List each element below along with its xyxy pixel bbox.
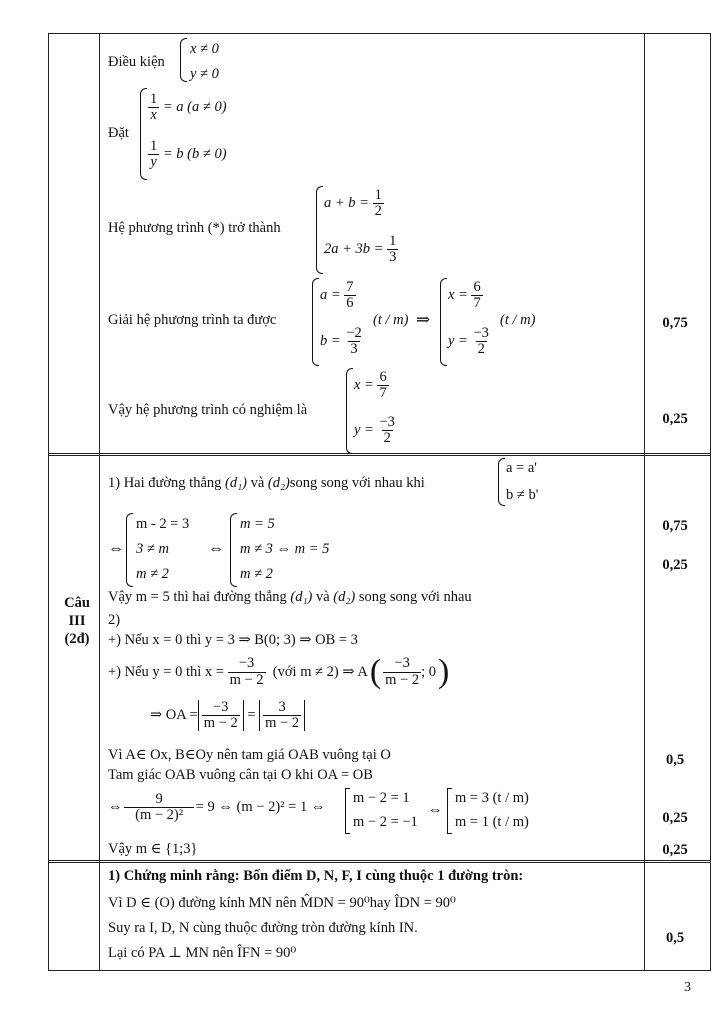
table-border-right bbox=[710, 33, 711, 971]
parallel-condition-brace bbox=[498, 458, 505, 506]
equiv-arrow-2: ⇔ bbox=[208, 540, 224, 557]
question-number: III bbox=[68, 613, 86, 629]
solve-brace-ab bbox=[312, 278, 319, 366]
score-0-75-b: 0,75 bbox=[662, 518, 688, 534]
part1-statement: 1) Hai đường thẳng (d₁) và (d₂)song song với nhau khi bbox=[108, 475, 425, 491]
answer-table bbox=[48, 33, 711, 971]
part2-conclusion: Vậy m ∈ {1;3} bbox=[108, 841, 198, 857]
solve-x-value: x = $\frac{6}{7}$ bbox=[448, 279, 481, 312]
row-divider-1 bbox=[48, 453, 711, 456]
solve-label: Giải hệ phương trình ta được bbox=[108, 312, 277, 328]
system2-line1: m = 5 bbox=[240, 516, 275, 532]
parallel-cond-b: b ≠ b' bbox=[506, 487, 539, 503]
equiv-arrow-1: ⇔ bbox=[108, 540, 124, 557]
system1-line1: m - 2 = 3 bbox=[136, 516, 190, 532]
substitution-brace bbox=[140, 88, 147, 180]
score-0-25-a: 0,25 bbox=[662, 411, 688, 427]
bracket1-line1: m − 2 = 1 bbox=[353, 790, 410, 806]
implies-arrow: ⇒ bbox=[416, 310, 431, 329]
system2-line3: m ≠ 2 bbox=[240, 566, 273, 582]
system-eq-2: 2a + 3b = $\frac{1}{3}$ bbox=[324, 233, 397, 266]
solve-tm-2: (t / m) bbox=[500, 312, 536, 328]
score-0-25-b: 0,25 bbox=[662, 557, 688, 573]
system1-line3: m ≠ 2 bbox=[136, 566, 169, 582]
score-0-75-a: 0,75 bbox=[662, 315, 688, 331]
part3-line-1: Vì D ∈ (O) đường kính MN nên M̂DN = 90⁰hay ÎDN = 90⁰ bbox=[108, 895, 456, 911]
system2-brace bbox=[230, 513, 237, 587]
equiv-arrow-3: ⇔ bbox=[428, 802, 443, 818]
substitution-a: $\frac{1}{x}$ = a (a ≠ 0) bbox=[150, 91, 227, 124]
part2-label: 2) bbox=[108, 612, 121, 628]
question-points: (2đ) bbox=[64, 631, 90, 647]
oa-expression: ⇒ OA = $\frac{-3}{m - 2}$ = $\frac{3}{m - 2}$ bbox=[150, 700, 305, 731]
page-number: 3 bbox=[684, 980, 691, 995]
equation-9: ⇔ $\frac{9}{\text{(m − 2)²}}$ = 9 ⇔ (m − 2)² = 1 ⇔ bbox=[108, 791, 326, 824]
system2-line2: m ≠ 3 ⇔ m = 5 bbox=[240, 541, 330, 557]
part3-line-2: Suy ra I, D, N cùng thuộc đường tròn đường kính IN. bbox=[108, 920, 418, 936]
condition-label: Điều kiện bbox=[108, 54, 165, 70]
part2-line-b: +) Nếu x = 0 thì y = 3 ⇒ B(0; 3) ⇒ OB = 3 bbox=[108, 632, 358, 648]
conclusion-y: y = $\frac{-3}{2}$ bbox=[354, 414, 395, 447]
condition-y: y ≠ 0 bbox=[190, 66, 219, 82]
solve-tm-1: (t / m) bbox=[373, 312, 409, 328]
part2-line-a: +) Nếu y = 0 thì x = $\frac{-3}{m - 2}$ (với m ≠ 2) ⇒ A ( $\frac{-3}{m - 2}$ ; 0 ) bbox=[108, 653, 450, 690]
table-border-top bbox=[48, 33, 711, 34]
bracket2-line2: m = 1 (t / m) bbox=[455, 814, 529, 830]
conclusion-brace bbox=[346, 368, 353, 454]
solve-y-value: y = $\frac{-3}{2}$ bbox=[448, 325, 489, 358]
solve-brace-xy bbox=[440, 278, 447, 366]
right-triangle-statement: Vì A∈ Ox, B∈Oy nên tam giá OAB vuông tại O bbox=[108, 747, 391, 763]
row-divider-2 bbox=[48, 860, 711, 863]
part3-title: 1) Chứng minh rằng: Bốn điểm D, N, F, I cùng thuộc 1 đường tròn: bbox=[108, 868, 524, 884]
score-0-25-d: 0,25 bbox=[662, 842, 688, 858]
condition-brace bbox=[180, 38, 187, 82]
table-col-divider-2 bbox=[644, 33, 645, 971]
condition-x: x ≠ 0 bbox=[190, 41, 219, 57]
system1-brace bbox=[126, 513, 133, 587]
system1-line2: 3 ≠ m bbox=[136, 541, 169, 557]
solve-b-value: b = $\frac{-2}{3}$ bbox=[320, 325, 362, 358]
substitution-b: $\frac{1}{y}$ = b (b ≠ 0) bbox=[150, 138, 227, 171]
part3-line-3: Lại có PA ⊥ MN nên ÎFN = 90⁰ bbox=[108, 945, 297, 961]
table-border-left bbox=[48, 33, 49, 971]
bracket-1 bbox=[345, 788, 350, 834]
bracket2-line1: m = 3 (t / m) bbox=[455, 790, 529, 806]
conclusion-x: x = $\frac{6}{7}$ bbox=[354, 369, 387, 402]
bracket1-line2: m − 2 = −1 bbox=[353, 814, 418, 830]
system-brace bbox=[316, 186, 323, 274]
parallel-cond-a: a = a' bbox=[506, 460, 537, 476]
table-col-divider-1 bbox=[99, 33, 100, 971]
isosceles-statement: Tam giác OAB vuông cân tại O khi OA = OB bbox=[108, 767, 373, 783]
conclusion-label: Vậy hệ phương trình có nghiệm là bbox=[108, 402, 308, 418]
system-label: Hệ phương trình (*) trở thành bbox=[108, 220, 281, 236]
table-border-bottom bbox=[48, 970, 711, 971]
substitution-label: Đặt bbox=[108, 125, 129, 141]
score-0-5-a: 0,5 bbox=[665, 752, 685, 768]
part1-conclusion: Vậy m = 5 thì hai đường thẳng (d₁) và (d₂) song song với nhau bbox=[108, 589, 472, 605]
score-0-25-c: 0,25 bbox=[662, 810, 688, 826]
question-label: Câu bbox=[64, 595, 90, 611]
system-eq-1: a + b = $\frac{1}{2}$ bbox=[324, 187, 382, 220]
bracket-2 bbox=[447, 788, 452, 834]
solve-a-value: a = $\frac{7}{6}$ bbox=[320, 279, 354, 312]
score-0-5-b: 0,5 bbox=[665, 930, 685, 946]
